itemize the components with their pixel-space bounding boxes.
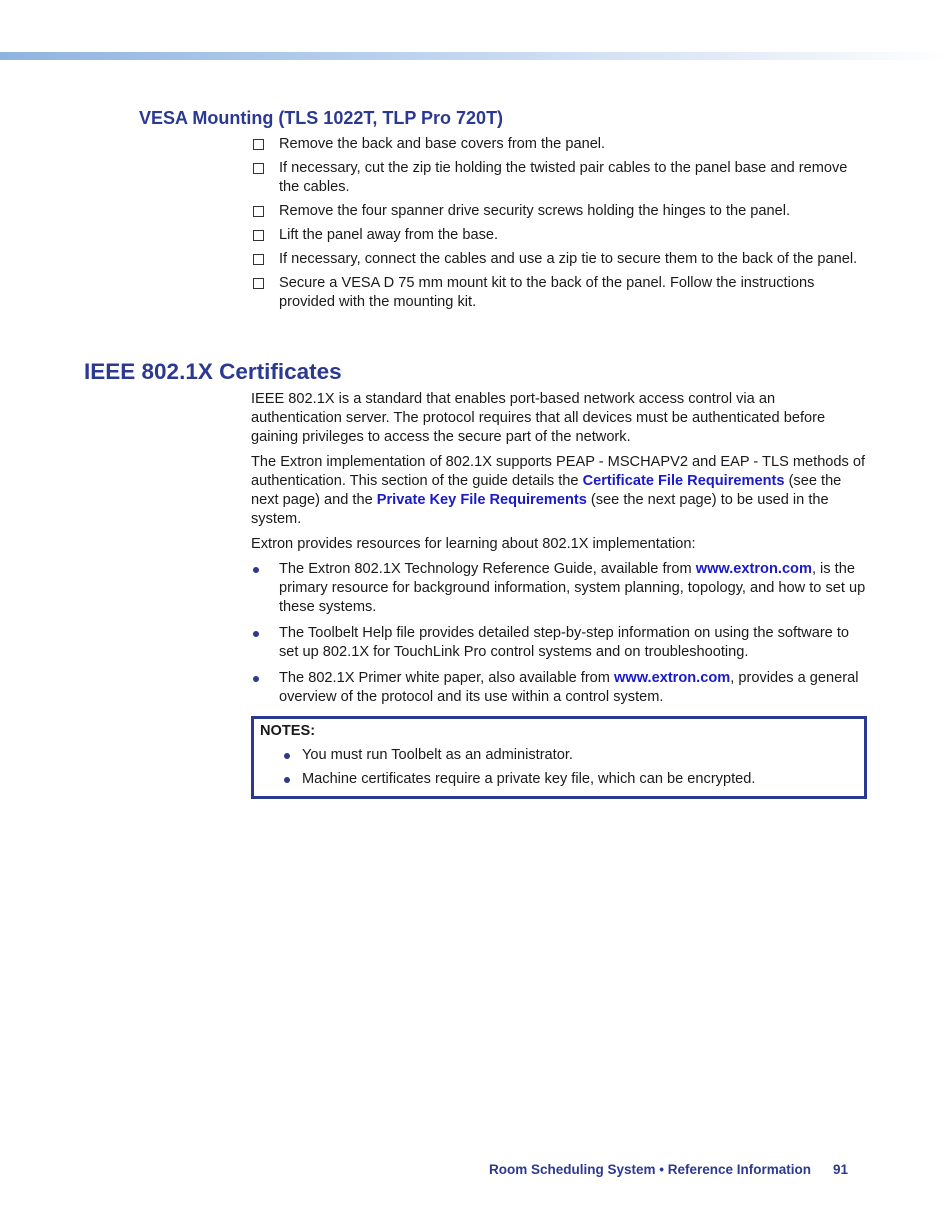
checklist-item-text: Secure a VESA D 75 mm mount kit to the back of the panel. Follow the instructions provided with the mounting kit. <box>279 275 815 310</box>
checkbox-icon <box>253 206 264 217</box>
bullet-text: , is the primary resource for background information, system planning, topology, and how to set up these systems. <box>279 561 866 615</box>
bullet-icon <box>253 676 259 682</box>
checkbox-icon <box>253 254 264 265</box>
notes-box <box>251 716 867 799</box>
vesa-mounting-heading: VESA Mounting (TLS 1022T, TLP Pro 720T) <box>139 108 504 128</box>
note-text: Machine certificates require a private key file, which can be encrypted. <box>302 771 756 787</box>
paragraph-text: The Extron implementation of 802.1X supports PEAP - MSCHAPV2 and EAP - TLS methods of authentication. This section of the guide details the <box>251 454 866 489</box>
checklist-item-text: If necessary, cut the zip tie holding the twisted pair cables to the panel base and remove the cables. <box>279 160 848 195</box>
checklist-item <box>251 250 869 269</box>
ieee-section-body <box>251 390 869 799</box>
resource-list-item <box>251 669 869 707</box>
checkbox-icon <box>253 230 264 241</box>
checklist-item <box>251 202 869 221</box>
checklist-item-text: Remove the four spanner drive security screws holding the hinges to the panel. <box>279 203 791 219</box>
bullet-icon <box>284 777 290 783</box>
notes-title: NOTES: <box>260 723 316 739</box>
checklist-item <box>251 159 869 197</box>
vesa-steps-list <box>251 135 869 317</box>
paragraph-text: (see the next page) and the <box>251 473 842 508</box>
ieee-implementation-paragraph <box>251 453 869 529</box>
bullet-icon <box>253 567 259 573</box>
note-item <box>260 746 858 765</box>
bullet-text: The Extron 802.1X Technology Reference Guide, available from <box>279 561 696 577</box>
bullet-icon <box>284 753 290 759</box>
footer-title: Room Scheduling System • Reference Information <box>489 1162 812 1177</box>
checkbox-icon <box>253 278 264 289</box>
header-gradient-band <box>0 52 950 60</box>
certificate-file-requirements-link[interactable]: Certificate File Requirements <box>582 473 785 489</box>
resource-list-item <box>251 624 869 662</box>
bullet-text: The 802.1X Primer white paper, also available from <box>279 670 615 686</box>
checkbox-icon <box>253 139 264 150</box>
checklist-item-text: If necessary, connect the cables and use a zip tie to secure them to the back of the panel. <box>279 251 858 267</box>
checklist-item-text: Lift the panel away from the base. <box>279 227 499 243</box>
private-key-file-requirements-link[interactable]: Private Key File Requirements <box>376 492 587 508</box>
checkbox-icon <box>253 163 264 174</box>
extron-website-link[interactable]: www.extron.com <box>695 561 812 577</box>
checklist-item <box>251 135 869 154</box>
ieee-intro-paragraph: IEEE 802.1X is a standard that enables port-based network access control via an authentication server. The protocol requires that all devices must be authenticated before gaining privileges to access the secure part of the network. <box>251 391 826 445</box>
bullet-icon <box>253 631 259 637</box>
extron-website-link[interactable]: www.extron.com <box>614 670 731 686</box>
checklist-item <box>251 274 869 312</box>
ieee-resources-paragraph: Extron provides resources for learning about 802.1X implementation: <box>251 536 696 552</box>
note-item <box>260 770 858 789</box>
checklist-item-text: Remove the back and base covers from the panel. <box>279 136 606 152</box>
paragraph-text: (see the next page) to be used in the system. <box>251 492 829 527</box>
bullet-text: The Toolbelt Help file provides detailed step-by-step information on using the software to set up 802.1X for TouchLink Pro control systems and on troubleshooting. <box>279 625 850 660</box>
page-number: 91 <box>833 1162 849 1177</box>
ieee-section-title: IEEE 802.1X Certificates <box>84 359 342 384</box>
checklist-item <box>251 226 869 245</box>
resource-list-item <box>251 560 869 617</box>
note-text: You must run Toolbelt as an administrator. <box>302 747 573 763</box>
bullet-text: , provides a general overview of the protocol and its use within a control system. <box>279 670 859 705</box>
page-footer <box>489 1162 848 1177</box>
